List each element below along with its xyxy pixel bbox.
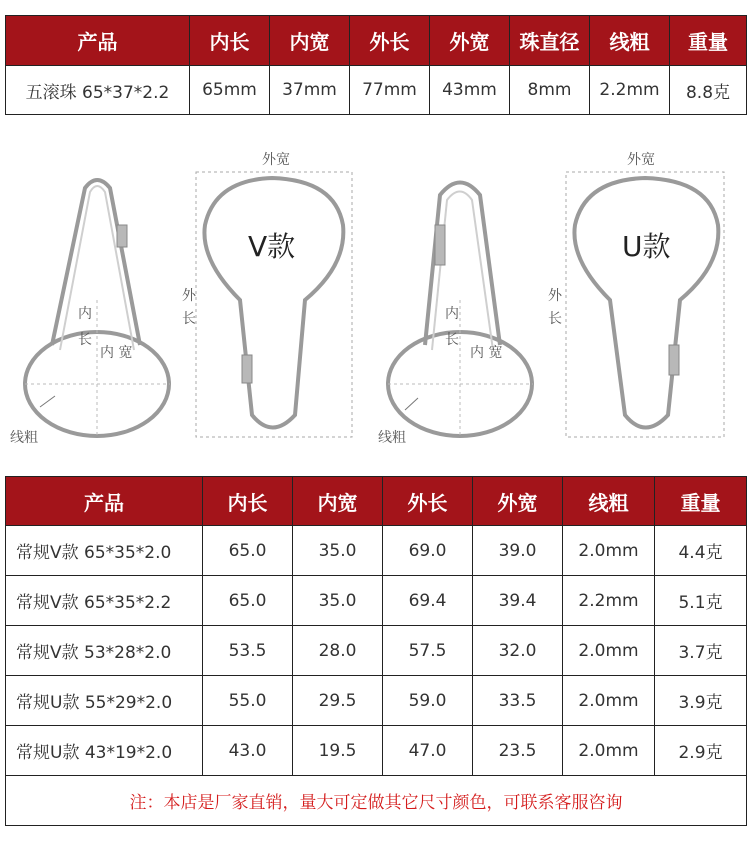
hook-diagram [0,140,750,460]
cell-inner-length: 53.5 [203,626,293,676]
cell-product: 常规U款 43*19*2.0 [6,726,203,776]
cell-product: 常规V款 65*35*2.0 [6,526,203,576]
table-header-row [6,16,747,66]
header-outer-length: 外长 [383,477,473,526]
cell-inner-length: 43.0 [203,726,293,776]
wire-label: 线粗 [378,430,406,446]
cell-outer-width: 32.0 [473,626,563,676]
contact-note: 注：本店是厂家直销，量大可定做其它尺寸颜色，可联系客服咨询 [6,776,747,826]
cell-inner-width: 19.5 [293,726,383,776]
cell-inner-length: 65.0 [203,576,293,626]
inner-length-label-a: 内 [78,306,92,322]
hook-u-outer-view [574,178,718,428]
header-product: 产品 [6,477,203,526]
header-inner-length: 内长 [190,16,270,66]
inner-length-label-b: 长 [78,332,92,348]
cell-product: 常规U款 55*29*2.0 [6,676,203,726]
table-row [6,726,747,776]
cell-outer-width: 33.5 [473,676,563,726]
cell-outer-width: 43mm [430,66,510,115]
header-product: 产品 [6,16,190,66]
header-wire-thickness: 线粗 [563,477,655,526]
model-u-label: U款 [622,230,671,263]
outer-length-label-a: 外 [182,288,196,304]
header-bead-diameter: 珠直径 [510,16,590,66]
inner-width-label: 内 宽 [470,345,503,361]
cell-wire-thickness: 2.2mm [563,576,655,626]
cell-outer-length: 57.5 [383,626,473,676]
cell-inner-width: 28.0 [293,626,383,676]
table-row [6,66,747,115]
cell-outer-length: 59.0 [383,676,473,726]
outer-length-label-b: 长 [548,311,562,327]
header-weight: 重量 [670,16,747,66]
header-inner-width: 内宽 [270,16,350,66]
cell-weight: 8.8克 [670,66,747,115]
inner-width-label: 内 宽 [100,345,133,361]
cell-inner-width: 35.0 [293,526,383,576]
clasp-icon [117,225,127,247]
cell-inner-length: 55.0 [203,676,293,726]
cell-weight: 3.7克 [655,626,747,676]
hook-v-outer-view [204,178,343,428]
outer-width-label: 外宽 [627,152,655,168]
clasp-icon [669,345,679,375]
cell-outer-length: 69.4 [383,576,473,626]
outer-length-label-b: 长 [182,311,196,327]
header-inner-length: 内长 [203,477,293,526]
inner-length-label-a: 内 [445,306,459,322]
header-outer-width: 外宽 [473,477,563,526]
outer-length-label-a: 外 [548,288,562,304]
cell-outer-length: 77mm [350,66,430,115]
cell-weight: 2.9克 [655,726,747,776]
header-outer-width: 外宽 [430,16,510,66]
cell-product: 五滚珠 65*37*2.2 [6,66,190,115]
wire-pointer [40,396,55,407]
cell-product: 常规V款 65*35*2.2 [6,576,203,626]
cell-outer-width: 39.4 [473,576,563,626]
table-row [6,676,747,726]
wire-pointer [405,398,418,410]
cell-wire-thickness: 2.0mm [563,726,655,776]
spec-table-regular [5,476,747,826]
cell-wire-thickness: 2.0mm [563,626,655,676]
cell-wire-thickness: 2.0mm [563,676,655,726]
outer-dim-box [566,172,724,437]
cell-weight: 5.1克 [655,576,747,626]
table-row [6,626,747,676]
cell-weight: 4.4克 [655,526,747,576]
table-row [6,526,747,576]
cell-outer-length: 69.0 [383,526,473,576]
cell-inner-width: 29.5 [293,676,383,726]
inner-length-label-b: 长 [445,332,459,348]
cell-weight: 3.9克 [655,676,747,726]
cell-inner-width: 37mm [270,66,350,115]
outer-dim-box [196,172,352,437]
clasp-icon [435,225,445,265]
model-v-label: V款 [248,230,296,263]
outer-width-label: 外宽 [262,152,290,168]
cell-inner-length: 65.0 [203,526,293,576]
cell-outer-length: 47.0 [383,726,473,776]
cell-outer-width: 39.0 [473,526,563,576]
table-row [6,576,747,626]
cell-wire-thickness: 2.0mm [563,526,655,576]
table-header-row [6,477,747,526]
cell-bead-diameter: 8mm [510,66,590,115]
spec-table-ball-hook [5,15,747,115]
header-inner-width: 内宽 [293,477,383,526]
note-row [6,776,747,826]
cell-product: 常规V款 53*28*2.0 [6,626,203,676]
header-weight: 重量 [655,477,747,526]
header-outer-length: 外长 [350,16,430,66]
cell-inner-length: 65mm [190,66,270,115]
wire-label: 线粗 [10,430,38,446]
cell-wire-thickness: 2.2mm [590,66,670,115]
cell-outer-width: 23.5 [473,726,563,776]
clasp-icon [242,355,252,383]
header-wire-thickness: 线粗 [590,16,670,66]
cell-inner-width: 35.0 [293,576,383,626]
